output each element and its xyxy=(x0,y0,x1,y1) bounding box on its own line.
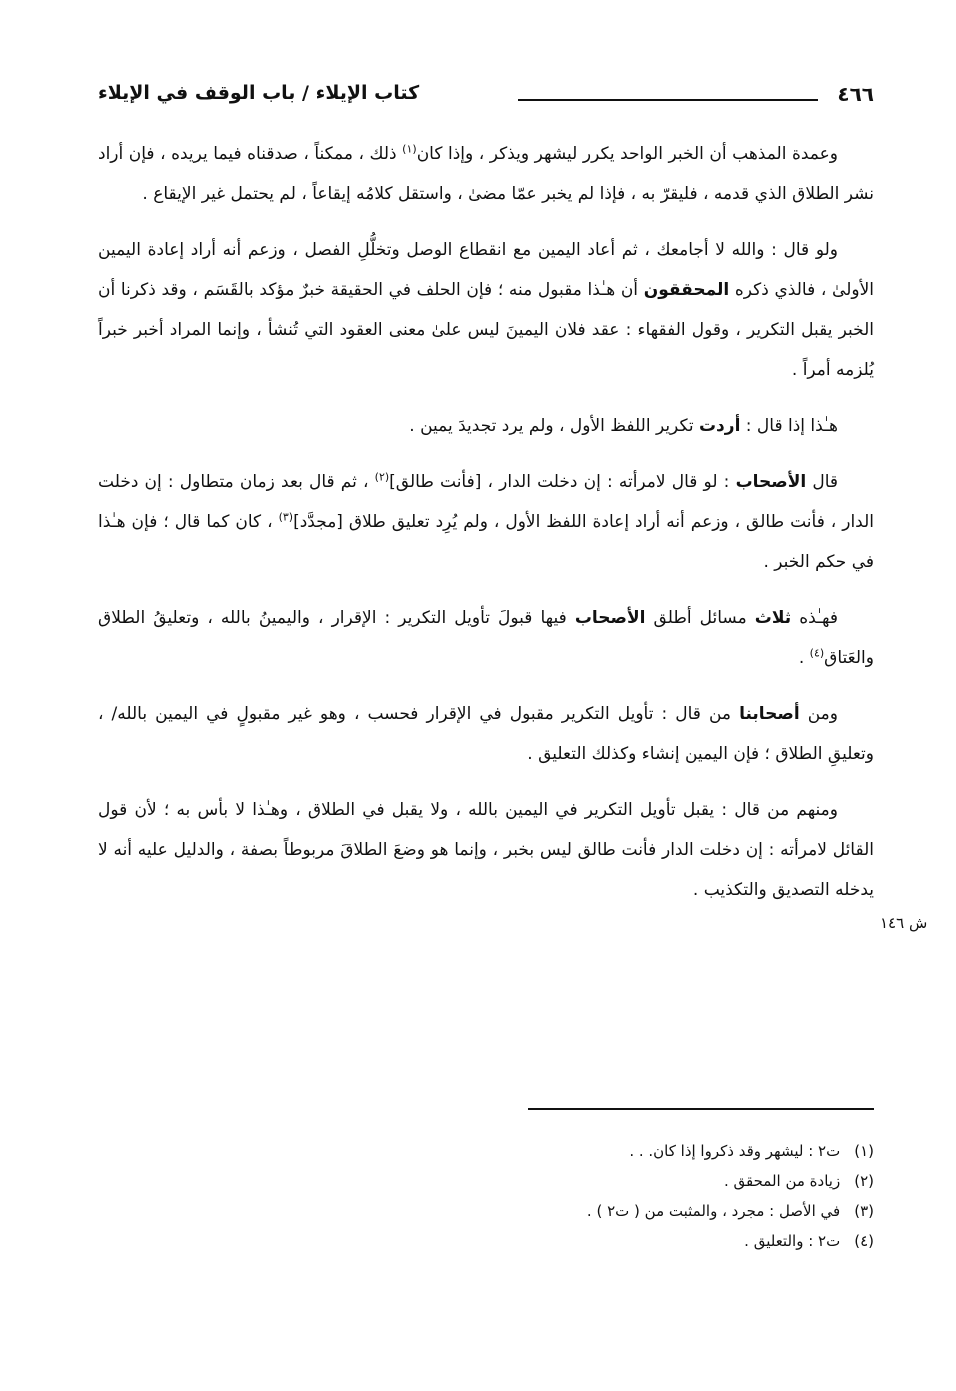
paragraph xyxy=(98,134,874,214)
text-segment: مسائل أطلق xyxy=(645,608,755,628)
footnote-rule xyxy=(528,1108,874,1110)
text-segment: قال xyxy=(806,472,839,492)
paragraph xyxy=(98,790,874,910)
footnote-text: في الأصل : مجرد ، والمثبت من ( ت٢ ) . xyxy=(586,1202,841,1220)
bold-term: ثلاث xyxy=(754,608,792,628)
page-number: ٤٦٦ xyxy=(837,82,874,106)
bold-term: الأصحاب xyxy=(574,608,646,628)
paragraph xyxy=(98,694,874,774)
footnote-item xyxy=(374,1166,874,1196)
text-segment: فيها قبولَ تأويل التكرير : الإقرار ، واليمينُ بالله ، وتعليقُ الطلاق والعَتاق xyxy=(98,608,874,668)
text-segment: من قال : تأويل التكرير مقبول في الإقرار فحسب ، وهو غير مقبولٍ في اليمين بالله/ ، وتعليقِ الطلاق ؛ فإن اليمين إنشاء وكذلك التعليق . xyxy=(98,704,874,764)
footnote-marker: (٢) xyxy=(374,470,390,484)
text-segment: فهـٰذه xyxy=(791,608,838,628)
footnote-number: (٢) xyxy=(854,1172,874,1190)
footnote-text: زيادة من المحقق . xyxy=(723,1172,841,1190)
bold-term: أصحابنا xyxy=(739,704,800,724)
text-segment: : لو قال لامرأته : إن دخلت الدار ، [فأنت طالق] xyxy=(389,472,736,492)
text-segment: ، ثم قال بعد زمان متطاول : إن دخلت الدار ، فأنت طالق ، وزعم أنه أراد إعادة اللفظ الأول ، ولم يُرِد تعليق طلاق [مجدَّد] xyxy=(98,472,875,532)
text-segment: هـٰذا إذا قال : xyxy=(740,416,838,436)
footnote-item xyxy=(374,1136,874,1166)
text-segment: ذلك ، ممكناً ، صدقناه فيما يريده ، فإن أراد نشر الطلاق الذي قدمه ، فليقرّ به ، فإذا لم يخبر عمّا مضىٰ ، واستقل كلامُه إيقاعاً ، لم يحتمل غير الإيقاع . xyxy=(98,144,874,204)
footnote-number: (٤) xyxy=(854,1232,874,1250)
bold-term: أردت xyxy=(698,416,741,436)
footnote-marker: (٣) xyxy=(278,510,294,524)
paragraph xyxy=(98,462,874,582)
text-segment: ، كان كما قال ؛ فإن هـٰذا في حكم الخبر . xyxy=(98,512,874,572)
main-text xyxy=(98,134,874,926)
text-segment: وعمدة المذهب أن الخبر الواحد يكرر ليشهر ويذكر ، وإذا كان xyxy=(416,144,838,164)
footnote-marker: (١) xyxy=(402,142,417,156)
bold-term: الأصحاب xyxy=(735,472,807,492)
footnote-item xyxy=(374,1196,874,1226)
footnotes xyxy=(374,1136,874,1256)
running-title: كتاب الإيلاء / باب الوقف في الإيلاء xyxy=(98,82,420,104)
header-rule xyxy=(518,99,818,101)
text-segment: ومنهم من قال : يقبل تأويل التكرير في اليمين بالله ، ولا يقبل في الطلاق ، وهـٰذا لا بأس به ؛ لأن قول القائل لامرأته : إن دخلت الدار فأنت طالق ليس بخبر ، وإنما هو وضعَ الطلاقَ مربوطاً بصفة ، والدليل عليه أنه لا يدخله التصديق والتكذيب . xyxy=(98,800,874,900)
footnote-item xyxy=(374,1226,874,1256)
footnote-number: (٣) xyxy=(854,1202,874,1220)
bold-term: المحققون xyxy=(643,280,730,300)
margin-note: ش ١٤٦ xyxy=(880,914,928,932)
text-segment: تكرير اللفظ الأول ، ولم يرد تجديدَ يمين . xyxy=(409,416,699,436)
footnote-text: ت٢ : ليشهر وقد ذكروا إذا كان. . . xyxy=(629,1142,841,1160)
text-segment: ومن xyxy=(799,704,838,724)
paragraph xyxy=(98,598,874,678)
footnote-marker: (٤) xyxy=(809,646,825,660)
footnote-text: ت٢ : والتعليق . xyxy=(744,1232,841,1250)
text-segment: ولو قال : والله لا أجامعك ، ثم أعاد اليمين مع انقطاع الوصل وتخلُّلِ الفصل ، وزعم أنه أراد إعادة اليمين الأولىٰ ، فالذي ذكره xyxy=(98,240,874,300)
text-segment: . xyxy=(798,648,810,668)
page-header xyxy=(98,82,874,112)
paragraph xyxy=(98,406,874,446)
footnote-number: (١) xyxy=(854,1142,874,1160)
paragraph xyxy=(98,230,874,390)
text-segment: أن هـٰذا مقبول منه ؛ فإن الحلف في الحقيقة خبرٌ مؤكد بالقَسَم ، وقد ذكرنا أن الخبر يقبل التكرير ، وقول الفقهاء : عقد فلان اليمينَ ليس علىٰ معنى العقود التي تُنشأ ، وإنما المراد أخبر خبراً يُلزمه أمراً . xyxy=(98,280,874,380)
